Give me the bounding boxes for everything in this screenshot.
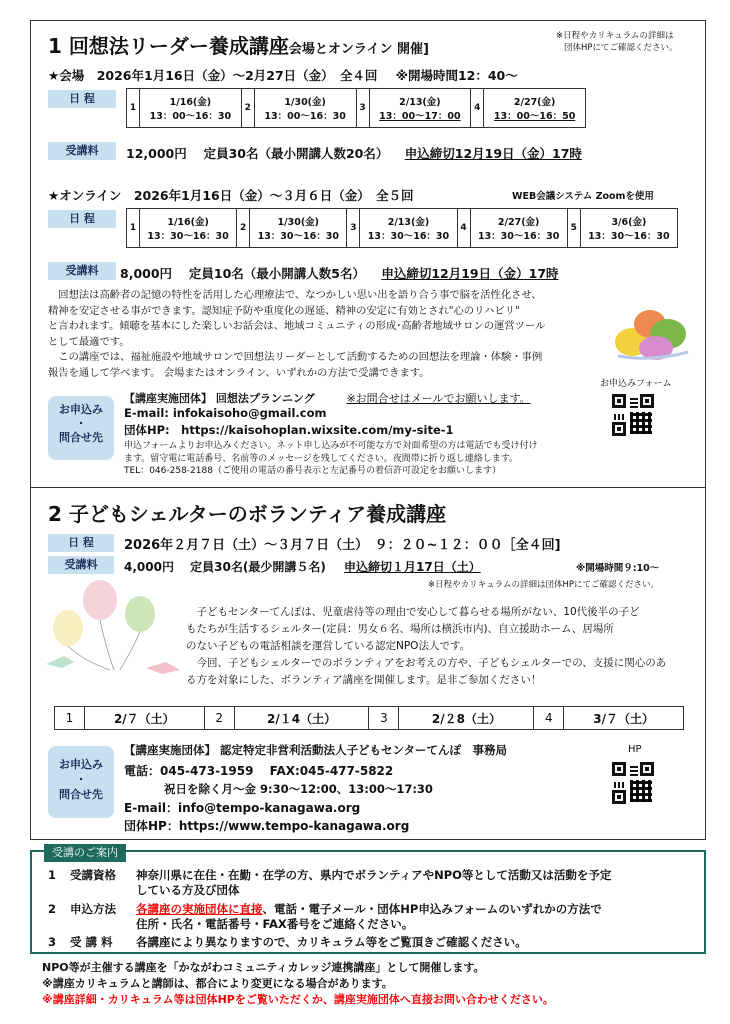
desc-line: る方を対象にした、ボランティア講座を開催します。是非ご参加ください！: [186, 674, 542, 686]
online-line: [48, 186, 413, 204]
session-time: 13：30～16：30: [477, 231, 560, 242]
guidance-row-1-value: [136, 868, 611, 898]
contact-label: [48, 396, 114, 460]
footer-line: ※講座カリキュラムと講師は、都合により変更になる場合があります。: [42, 977, 393, 990]
session-date: 2/13(金): [399, 97, 441, 108]
org-email[interactable]: E-mail: infokaisoho@gmail.com: [124, 406, 327, 420]
venue-line: [48, 66, 518, 84]
row-value-emphasis: 各講座の実施団体に直接: [136, 902, 263, 916]
fee-label: 受講料: [48, 142, 116, 160]
footer-line-emphasis: ※講座詳細・カリキュラム等は団体HPをご覧いただくか、講座実施団体へ直接お問い合わせください。: [42, 993, 554, 1006]
small-line: ます。留守電に電話番号、名前等のメッセージを残してください。夜間帯に折り返し連絡します。: [124, 453, 519, 464]
fee-line: [124, 558, 481, 575]
org-hours: 祝日を除く月～金 9:30～12:00、13:00～17:30: [164, 782, 433, 796]
row-num: 3: [48, 935, 57, 949]
small-line: 申込フォームよりお申込みください。ネット申し込みが不可能な方で対面希望の方は電話でも受け付け: [124, 441, 538, 451]
row-value: 各講座により異なりますので、カリキュラム等をご覧頂きご確認ください。: [136, 935, 527, 949]
row-num: 2: [48, 902, 57, 916]
session-num: 3: [369, 707, 399, 730]
online-fee: 8,000円 定員10名（最小開講人数5名）: [120, 266, 365, 281]
session-num: 4: [457, 209, 470, 248]
org-name: 【講座実施団体】 回想法プランニング: [124, 392, 315, 405]
session-time: 13：30～16：30: [367, 231, 450, 242]
session-time: 13：00～16：30: [149, 111, 232, 122]
desc-line: この講座では、福祉施設や地域サロンで回想法リーダーとして活動するための回想法を理論・体験・事例: [48, 351, 543, 363]
desc-line: 回想法は高齢者の記憶の特性を活用した心理療法で、なつかしい思い出を語り合う事で脳を活性化させ、: [48, 289, 542, 301]
session-num: 1: [127, 89, 140, 128]
contact-label-line: 問合せ先: [59, 788, 103, 801]
session-num: 4: [534, 707, 564, 730]
section-number: 2: [48, 502, 62, 526]
row-value: している方及び団体: [136, 883, 240, 897]
schedule-label: 日 程: [48, 90, 116, 108]
session-date: 2/２8（土）: [399, 707, 534, 730]
contact-label-line: 問合せ先: [59, 431, 103, 444]
form-label: お申込みフォーム: [600, 379, 672, 389]
row-num: 1: [48, 868, 57, 882]
online-deadline: 申込締切12月19日（金）17時: [381, 266, 559, 281]
sweets-illustration: [612, 300, 692, 362]
footer-line: NPO等が主催する講座を「かながわコミュニティカレッジ連携講座」として開催します。: [42, 961, 485, 974]
row-value: 、電話・電子メール・団体HP申込みフォームのいずれかの方法で: [262, 902, 602, 916]
section-2-description: [186, 604, 706, 689]
venue-fee: 12,000円 定員30名（最小開講人数20名）: [126, 146, 389, 161]
org-small-text: [124, 440, 538, 478]
fee-text: 4,000円 定員30名(最少開講５名): [124, 560, 326, 574]
session-date: 3/6(金): [611, 217, 647, 228]
desc-line: 精神を安定させる事ができます。認知症予防や重度化の遅延、精神の安定に有効とされ"心のリハビリ": [48, 304, 520, 317]
row-key: 受講資格: [70, 868, 117, 882]
session-date: 2/27(金): [513, 97, 556, 108]
desc-line: もたちが生活するシェルター(定員：男女６名、場所は横浜市内)、自立援助ホーム、居場所: [186, 623, 614, 635]
desc-line: 子どもセンターてんぽは、児童虐待等の理由で安心して暮らせる場所がない、10代後半の子ど: [186, 606, 640, 618]
section-2-schedule-table: [54, 706, 684, 730]
session-time: 13：00～16：50: [493, 111, 576, 122]
desc-line: のない子どもの電話相談を運営している認定NPO法人です。: [186, 640, 471, 652]
form-qr-code[interactable]: [612, 394, 654, 436]
venue-open-time: ※開場時間12：40～: [395, 68, 518, 83]
venue-schedule-table: [126, 88, 586, 128]
session-date: 1/30(金): [284, 97, 326, 108]
online-note: WEB会議システム Zoomを使用: [512, 191, 654, 202]
org-note: ※お問合せはメールでお願いします。: [346, 392, 531, 405]
online-dates: ★オンライン 2026年1月16日（金）～３月６日（金） 全５回: [48, 188, 414, 203]
org-homepage[interactable]: 団体HP：https://www.tempo-kanagawa.org: [124, 819, 410, 833]
session-num: 2: [204, 707, 234, 730]
contact-label-line: ・: [75, 773, 87, 786]
session-time: 13：00～16：30: [264, 111, 346, 122]
section-number: 1: [48, 34, 62, 58]
session-date: 1/30(金): [277, 217, 320, 228]
footer-notes: [42, 960, 554, 1008]
session-time: 13：00～17：00: [379, 111, 461, 122]
section-1-note: [556, 30, 678, 54]
contact-label-line: お申込み: [59, 758, 103, 771]
schedule-label: 日 程: [48, 534, 114, 552]
fee-label-online: 受講料: [48, 262, 116, 280]
section-2-title: [48, 498, 446, 527]
row-key: 受 講 料: [70, 935, 113, 949]
schedule-label-online: 日 程: [48, 210, 116, 228]
venue-deadline: 申込締切12月19日（金）17時: [404, 146, 582, 161]
session-num: 1: [127, 209, 140, 248]
session-date: 3/７（土）: [564, 707, 684, 730]
org-phone: 電話：045-473-1959 FAX:045-477-5822: [124, 764, 394, 778]
session-date: 1/16(金): [169, 97, 212, 108]
session-num: 5: [567, 209, 580, 248]
guidance-row-3-value: [136, 935, 527, 950]
desc-line: と言われます。傾聴を基本にした楽しいお話会は、地域コミュニティの形成･高齢者地域サロンの運営ツール: [48, 320, 546, 332]
section-title-text: 子どもシェルターのボランティア養成講座: [68, 502, 447, 526]
hp-label: HP: [628, 744, 642, 755]
balloons-illustration: [40, 578, 190, 688]
org-homepage[interactable]: 団体HP: https://kaisohoplan.wixsite.com/my-site-1: [124, 423, 454, 437]
session-num: 2: [241, 89, 254, 128]
section-2-note: ※日程やカリキュラムの詳細は団体HPにてご確認ください。: [428, 580, 660, 590]
note-line: ※日程やカリキュラムの詳細は: [556, 31, 674, 41]
guidance-row-2: [48, 902, 116, 917]
session-num: 1: [55, 707, 85, 730]
desc-line: 報告を通して学べます。 会場またはオンライン、いずれかの方法で受講できます。: [48, 366, 430, 379]
section-1-title: [48, 30, 429, 59]
org-name: 【講座実施団体】 認定特定非営利活動法人子どもセンターてんぽ 事務局: [124, 743, 508, 757]
org-line: [124, 390, 531, 406]
row-value: 神奈川県に在住・在勤・在学の方、県内でボランティアやNPO等として活動又は活動を予定: [136, 868, 612, 882]
session-date: 2/13(金): [387, 217, 430, 228]
session-date: 2/27(金): [497, 217, 540, 228]
fee-label: 受講料: [48, 556, 114, 574]
session-time: 13：30～16：30: [147, 231, 229, 242]
online-schedule-table: [126, 208, 678, 248]
contact-label-line: お申込み: [59, 403, 103, 416]
contact-label: [48, 746, 114, 818]
session-date: 2/１4（土）: [234, 707, 369, 730]
section-title-text: 回想法リーダー養成講座: [68, 34, 289, 58]
small-line: TEL：046-258-2188（ご使用の電話の番号表示と左記番号の着信許可設定をお願いします）: [124, 466, 501, 476]
session-num: 4: [471, 89, 484, 128]
session-num: 2: [237, 209, 250, 248]
section-1-description: [48, 288, 614, 381]
deadline-text: 申込締切１月17日（土）: [344, 560, 481, 574]
session-time: 13：30～16：30: [257, 231, 339, 242]
note-line: 団体HPにてご確認ください。: [564, 43, 678, 53]
session-num: 3: [356, 89, 369, 128]
open-time: ※開場時間９:10～: [576, 563, 660, 574]
guidance-row-1: [48, 868, 116, 883]
contact-label-line: ・: [75, 417, 87, 430]
guidance-row-2-value: [136, 902, 602, 932]
venue-dates: ★会場 2026年1月16日（金）～2月27日（金） 全４回: [48, 68, 378, 83]
row-value: 住所・氏名・電話番号・FAX番号をご連絡ください。: [136, 917, 414, 931]
schedule-text: 2026年２月７日（土）～３月７日（土） ９：２０~１２：００［全４回]: [124, 538, 561, 553]
session-date: 1/16(金): [167, 217, 209, 228]
guidance-row-3: [48, 935, 113, 950]
desc-line: 今回、子どもシェルターでのボランティアをお考えの方や、子どもシェルターでの、支援に関心のあ: [186, 657, 667, 669]
session-num: 3: [347, 209, 360, 248]
section-subtitle: 会場とオンライン 開催]: [288, 42, 429, 57]
venue-fee-line: [126, 144, 582, 162]
org-email[interactable]: E-mail：info@tempo-kanagawa.org: [124, 801, 361, 815]
desc-line: として最適です。: [48, 335, 130, 348]
row-key: 申込方法: [70, 902, 117, 916]
guidance-tab: 受講のご案内: [44, 844, 126, 862]
session-time: 13：30～16：30: [588, 231, 670, 242]
hp-qr-code[interactable]: [612, 762, 654, 804]
online-fee-line: [120, 264, 559, 282]
session-date: 2/７（土）: [85, 707, 205, 730]
